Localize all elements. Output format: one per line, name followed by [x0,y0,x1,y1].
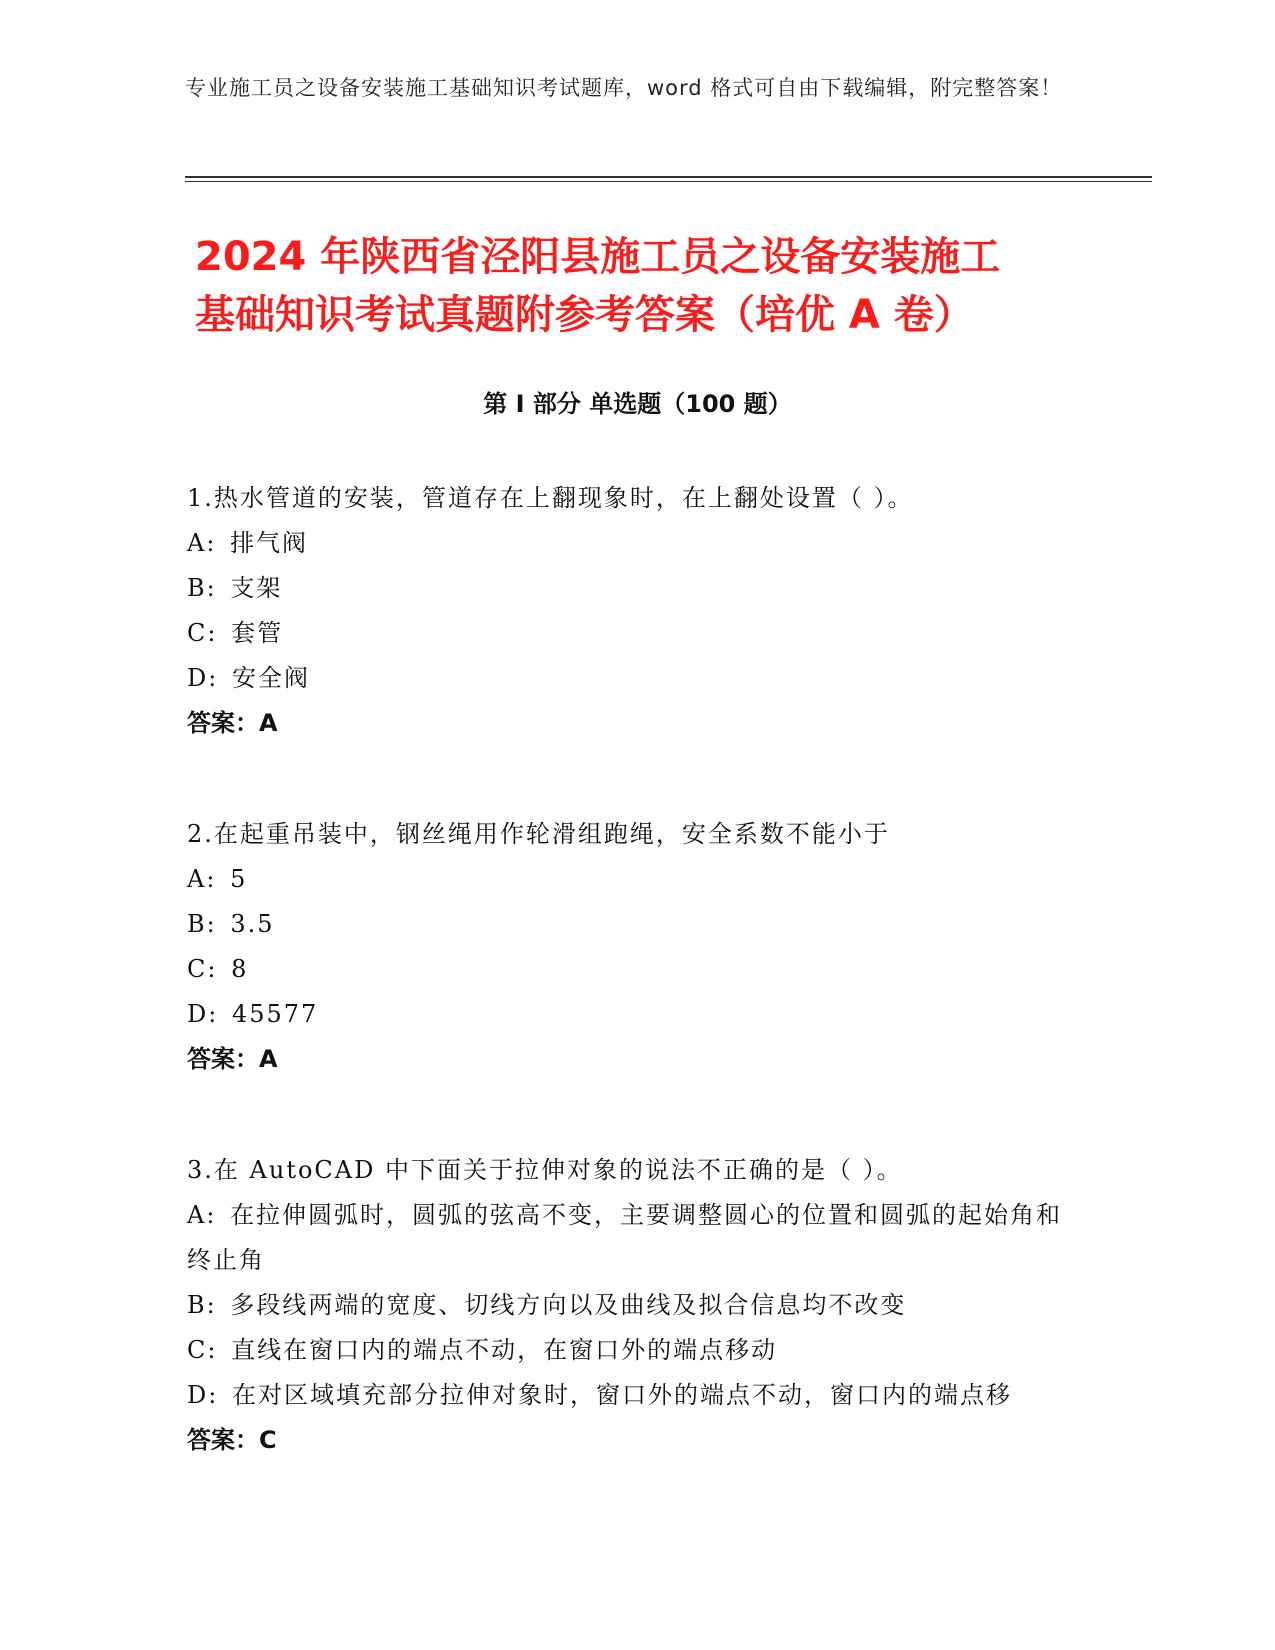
option-text: 在对区域填充部分拉伸对象时，窗口外的端点不动，窗口内的端点移 [231,1381,1012,1409]
option-label: B: [187,574,217,602]
option-b [187,902,1067,947]
option-label: B: [187,910,217,938]
option-label: D: [187,664,219,692]
option-label: C: [187,619,218,647]
answer: 答案：A [187,1045,278,1073]
option-text: 3.5 [230,910,275,938]
option-c [187,611,1067,656]
question-1 [187,476,1067,746]
answer: 答案：A [187,709,278,737]
question-stem: 3.在 AutoCAD 中下面关于拉伸对象的说法不正确的是（ ）。 [187,1156,903,1184]
option-label: D: [187,1000,219,1028]
option-label: D: [187,1381,219,1409]
section-title: 第 I 部分 单选题（100 题） [483,390,792,418]
question-3 [187,1148,1067,1463]
question-stem: 2.在起重吊装中，钢丝绳用作轮滑组跑绳，安全系数不能小于 [187,820,890,848]
option-label: A: [187,1201,217,1229]
option-text: 安全阀 [231,664,310,692]
option-a [187,1193,1067,1283]
option-text: 排气阀 [230,529,309,557]
option-text: 45577 [231,1000,319,1028]
option-c [187,1328,1067,1373]
option-label: A: [187,865,217,893]
question-list [187,476,1067,1529]
option-text: 多段线两端的宽度、切线方向以及曲线及拟合信息均不改变 [230,1291,907,1319]
option-label: A: [187,529,217,557]
document-title [195,228,1075,344]
option-text: 支架 [230,574,283,602]
option-d [187,1373,1067,1418]
option-text: 套管 [231,619,284,647]
header-divider-thick [185,176,1152,178]
option-d [187,656,1067,701]
option-text: 直线在窗口内的端点不动，在窗口外的端点移动 [231,1336,778,1364]
question-stem: 1.热水管道的安装，管道存在上翻现象时，在上翻处设置（ ）。 [187,484,914,512]
option-label: B: [187,1291,217,1319]
question-2 [187,812,1067,1082]
option-text: 在拉伸圆弧时，圆弧的弦高不变，主要调整圆心的位置和圆弧的起始角和终止角 [187,1201,1063,1274]
option-b [187,1283,1067,1328]
option-a [187,857,1067,902]
option-b [187,566,1067,611]
title-line-2: 基础知识考试真题附参考答案（培优 A 卷） [195,292,974,338]
option-text: 8 [231,955,249,983]
answer: 答案：C [187,1426,277,1454]
option-text: 5 [230,865,248,893]
header-note: 专业施工员之设备安装施工基础知识考试题库，word 格式可自由下载编辑，附完整答案！ [185,76,1063,100]
option-a [187,521,1067,566]
option-label: C: [187,1336,218,1364]
option-d [187,992,1067,1037]
option-label: C: [187,955,218,983]
title-line-1: 2024 年陕西省泾阳县施工员之设备安装施工 [195,234,1001,280]
header-divider-thin [185,181,1152,182]
option-c [187,947,1067,992]
